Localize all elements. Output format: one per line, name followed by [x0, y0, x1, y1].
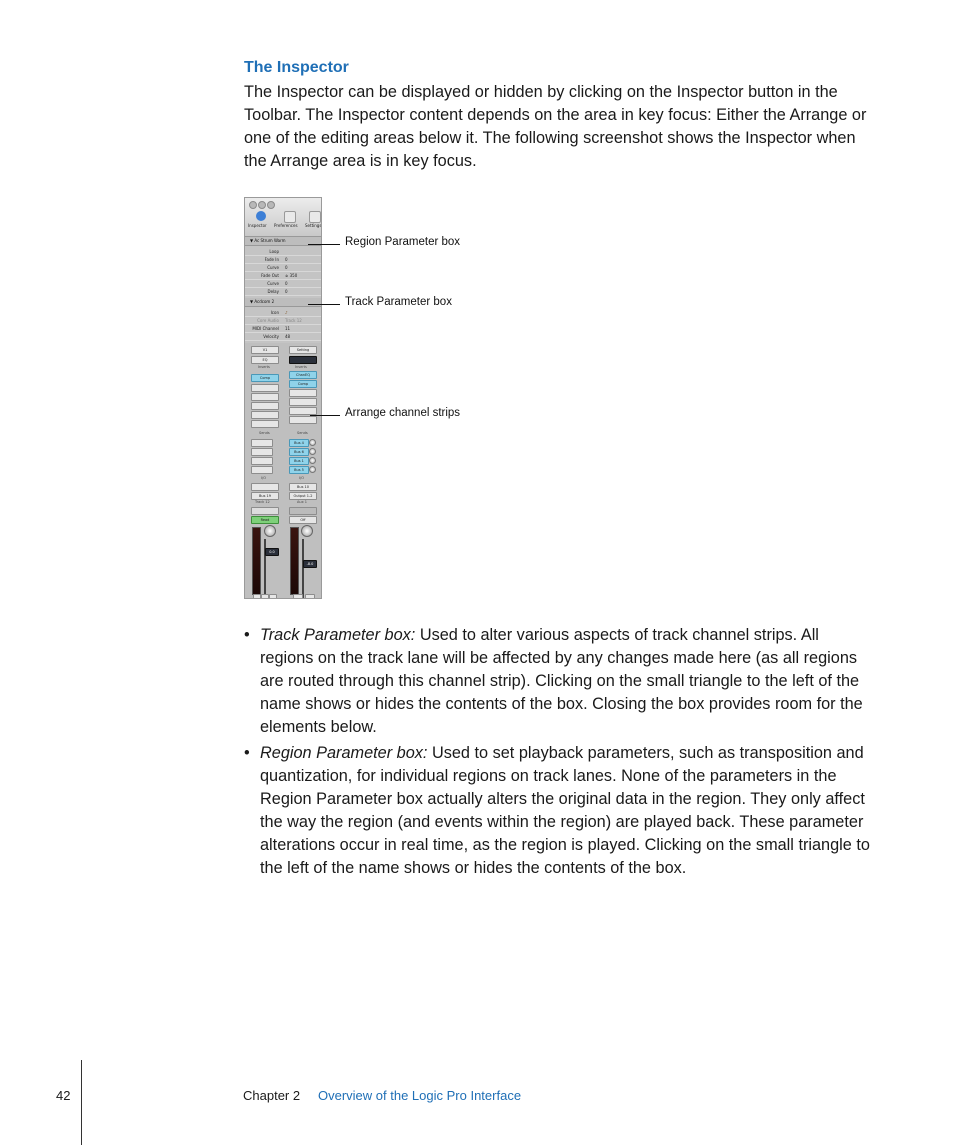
- track-parameter-box: [245, 307, 321, 343]
- right-mute-button[interactable]: [293, 594, 303, 599]
- param-label: Curve: [267, 281, 279, 286]
- right-automation-button[interactable]: Off: [289, 516, 317, 524]
- param-value: Track 12: [285, 318, 302, 323]
- right-pan-knob[interactable]: [301, 525, 313, 537]
- bullet-body: [260, 624, 874, 739]
- strips-callout-label: Arrange channel strips: [345, 407, 461, 419]
- right-io-label: I/O: [299, 476, 304, 480]
- minimize-window-icon: [258, 201, 266, 209]
- track-callout-label: Track Parameter box: [345, 296, 452, 308]
- right-send-slot[interactable]: Bus 6: [289, 448, 309, 456]
- strips-callout-line: [310, 415, 340, 416]
- region-callout-label: Region Parameter box: [345, 236, 461, 248]
- right-setting-button[interactable]: Setting: [289, 346, 317, 354]
- left-eq-button[interactable]: EQ: [251, 356, 279, 364]
- right-send-slot[interactable]: Bus 4: [289, 439, 309, 447]
- left-gain-display: 0.0: [265, 548, 279, 556]
- left-send-slot[interactable]: [251, 439, 273, 447]
- param-label: Curve: [267, 265, 279, 270]
- inspector-button-label: Inspector: [248, 223, 267, 228]
- right-group-slot[interactable]: [289, 507, 317, 515]
- right-insert-slot[interactable]: Comp: [289, 380, 317, 388]
- bullet-text: Used to set playback parameters, such as transposition and quantization, for individual regions on track lanes. None of the parameters in the Region Parameter box actually alters the original data in the region. They only affect the way the region (and events within the region) are played back. These parameter alterations occur in real time, as the region is played. Clicking on the small triangle to the left of the name shows or hides the contents of the box.: [260, 744, 870, 877]
- preferences-icon[interactable]: [284, 211, 296, 223]
- param-label: Velocity: [263, 334, 279, 339]
- param-row[interactable]: [245, 264, 321, 272]
- send-level-knob[interactable]: [309, 439, 316, 446]
- left-insert-slot[interactable]: [251, 393, 279, 401]
- right-insert-slot[interactable]: [289, 398, 317, 406]
- guitar-icon: ♪: [285, 310, 288, 315]
- left-automation-button[interactable]: Read: [251, 516, 279, 524]
- param-value: 0: [285, 281, 288, 286]
- param-label: Fade In: [264, 257, 279, 262]
- param-label: Fade Out: [261, 273, 279, 278]
- param-value: ≑ 350: [285, 273, 298, 278]
- footer-chapter: Chapter 2: [243, 1088, 301, 1103]
- param-value: 48: [285, 334, 291, 339]
- send-level-knob[interactable]: [309, 466, 316, 473]
- footer-chapter-title[interactable]: Overview of the Logic Pro Interface: [318, 1088, 522, 1103]
- track-box-header[interactable]: ▼ Acdcom 2: [245, 298, 321, 307]
- param-row[interactable]: [245, 280, 321, 288]
- preferences-button-label: Preferences: [274, 223, 298, 228]
- bullet-term: Region Parameter box:: [260, 744, 428, 762]
- bullet-term: Track Parameter box:: [260, 626, 416, 644]
- send-level-knob[interactable]: [309, 457, 316, 464]
- left-sends-label: Sends: [259, 431, 270, 435]
- right-input-slot[interactable]: Bus 10: [289, 483, 317, 491]
- left-input-slot[interactable]: [251, 483, 279, 491]
- left-output-slot[interactable]: Bus 19: [251, 492, 279, 500]
- right-insert-slot[interactable]: [289, 389, 317, 397]
- right-gain-display: -8.0: [303, 560, 317, 568]
- left-record-button[interactable]: [269, 594, 277, 599]
- right-inserts-label: Inserts: [295, 365, 307, 369]
- left-pan-knob[interactable]: [264, 525, 276, 537]
- send-level-knob[interactable]: [309, 448, 316, 455]
- region-callout-line: [308, 244, 340, 245]
- param-row[interactable]: [245, 272, 321, 280]
- left-inserts-label: Inserts: [258, 365, 270, 369]
- left-insert-slot[interactable]: [251, 411, 279, 419]
- right-send-slot[interactable]: Bus 1: [289, 457, 309, 465]
- left-level-meter: [252, 527, 261, 595]
- left-insert-slot[interactable]: [251, 402, 279, 410]
- right-output-slot[interactable]: Output 1-2: [289, 492, 317, 500]
- param-row[interactable]: [245, 333, 321, 341]
- param-row[interactable]: [245, 309, 321, 317]
- param-row[interactable]: [245, 317, 321, 325]
- bullet-text: Used to alter various aspects of track channel strips. All regions on the track lane will be affected by any changes made here (as all regions are routed through this channel strip). Clicking on the small triangle to the left of the name shows or hides the contents of the box. Closing the box provides room for the elements below.: [260, 626, 863, 736]
- left-group-slot[interactable]: [251, 507, 279, 515]
- inspector-toolbar: [245, 198, 321, 237]
- param-row[interactable]: [245, 256, 321, 264]
- left-io-label: I/O: [261, 476, 266, 480]
- left-track-name: Track 12: [255, 500, 270, 504]
- left-send-slot[interactable]: [251, 448, 273, 456]
- footer-rule: [81, 1060, 82, 1145]
- settings-icon[interactable]: [309, 211, 321, 223]
- right-sends-label: Sends: [297, 431, 308, 435]
- left-insert-slot[interactable]: Comp: [251, 374, 279, 382]
- section-heading: The Inspector: [244, 59, 349, 76]
- param-value: 0: [285, 289, 288, 294]
- left-send-slot[interactable]: [251, 457, 273, 465]
- right-insert-slot[interactable]: [289, 407, 317, 415]
- param-value: 0: [285, 265, 288, 270]
- intro-paragraph: The Inspector can be displayed or hidden by clicking on the Inspector button in the Toolbar. The Inspector content depends on the area in key focus: Either the Arrange or one of the editing areas below it. The following screenshot shows the Inspector when the Arrange area is in key focus.: [244, 83, 867, 170]
- right-track-name: Aux 1: [297, 500, 308, 504]
- left-insert-slot[interactable]: [251, 384, 279, 392]
- track-callout-line: [308, 304, 340, 305]
- param-row[interactable]: [245, 325, 321, 333]
- right-eq-display[interactable]: [289, 356, 317, 364]
- param-label: Icon: [270, 310, 279, 315]
- param-value: 0: [285, 257, 288, 262]
- param-value: 11: [285, 326, 291, 331]
- right-insert-slot[interactable]: [289, 416, 317, 424]
- param-row[interactable]: [245, 288, 321, 296]
- zoom-window-icon: [267, 201, 275, 209]
- left-send-slot[interactable]: [251, 466, 273, 474]
- right-level-meter: [290, 527, 299, 595]
- region-box-header[interactable]: ▼ Ac Strum Warm: [245, 237, 321, 246]
- right-solo-button[interactable]: [305, 594, 315, 599]
- bullet-dot-icon: •: [244, 744, 250, 762]
- param-label: MIDI Channel: [252, 326, 279, 331]
- arrange-channel-strips: [245, 343, 321, 599]
- bullet-body: [260, 742, 874, 880]
- left-setting-button[interactable]: V1: [251, 346, 279, 354]
- right-insert-slot[interactable]: ChanEQ: [289, 371, 317, 379]
- region-parameter-box: [245, 246, 321, 298]
- left-insert-slot[interactable]: [251, 420, 279, 428]
- close-window-icon: [249, 201, 257, 209]
- param-label: Delay: [267, 289, 279, 294]
- param-row[interactable]: [245, 248, 321, 256]
- right-fader-track[interactable]: [302, 539, 304, 599]
- page-number: 42: [56, 1088, 71, 1103]
- left-solo-button[interactable]: [261, 594, 269, 599]
- settings-button-label: Settings: [305, 223, 322, 228]
- inspector-info-icon[interactable]: [256, 211, 266, 221]
- bullet-dot-icon: •: [244, 626, 250, 644]
- right-send-slot[interactable]: Bus 5: [289, 466, 309, 474]
- left-mute-button[interactable]: [253, 594, 261, 599]
- inspector-screenshot: [244, 197, 322, 599]
- param-label: Loop: [269, 249, 279, 254]
- param-label: Core Audio: [257, 318, 279, 323]
